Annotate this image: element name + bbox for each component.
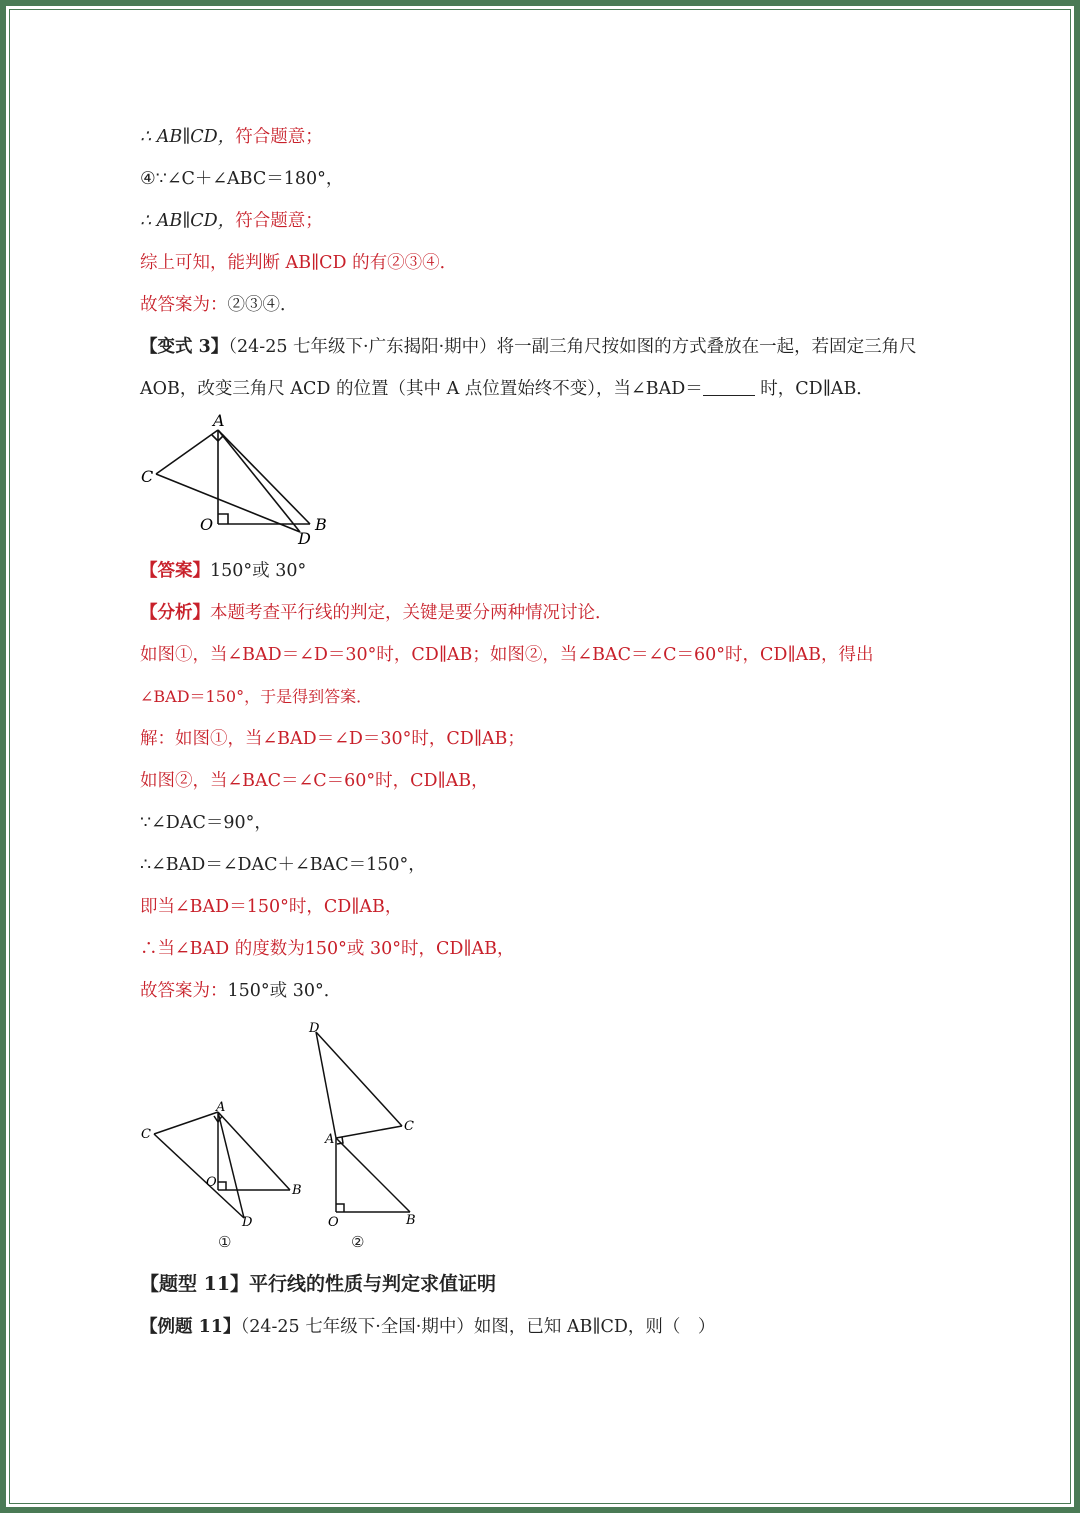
analysis-line-2: 如图①，当∠BAD＝∠D＝30°时，CD∥AB；如图②，当∠BAC＝∠C＝60°时，CD∥AB，得出: [140, 645, 874, 665]
fig2-label-C: C: [404, 1119, 414, 1134]
text: 150°或 30°．: [227, 981, 342, 1001]
answer-line-prev: [140, 293, 298, 317]
analysis-tag: 【分析】: [140, 603, 210, 623]
text: 时，CD∥AB．: [754, 379, 874, 399]
variant-3-line-2: [140, 377, 874, 401]
figure-2-caption: ②: [351, 1233, 365, 1251]
text: ∴ AB∥CD，: [140, 127, 236, 147]
text: 故答案为：: [140, 295, 228, 315]
summary-line: 综上可知，能判断 AB∥CD 的有②③④．: [140, 253, 458, 273]
fig1-label-B: B: [292, 1183, 302, 1198]
variant-3-line-1: [140, 335, 917, 359]
label-D: D: [298, 529, 311, 548]
text: ②③④．: [227, 295, 298, 315]
fig1-label-A: A: [216, 1100, 226, 1115]
text: 本题考查平行线的判定，关键是要分两种情况讨论．: [210, 603, 613, 623]
text: AOB，改变三角尺 ACD 的位置（其中 A 点位置始终不变），当∠BAD＝: [140, 379, 703, 399]
answer-tag: 【答案】: [140, 561, 210, 581]
solution-line-7: [140, 979, 341, 1003]
fig1-label-C: C: [141, 1127, 151, 1142]
analysis-line: [140, 601, 613, 625]
variant-tag: 【变式 3】: [140, 337, 229, 357]
text: 故答案为：: [140, 981, 228, 1001]
solution-line-1: 解：如图①，当∠BAD＝∠D＝30°时，CD∥AB；: [140, 729, 525, 749]
analysis-line-3: ∠BAD＝150°，于是得到答案．: [140, 687, 373, 706]
text: 符合题意；: [235, 127, 323, 147]
solution-line-5: 即当∠BAD＝150°时，CD∥AB，: [140, 897, 403, 917]
text: （24-25 七年级下·广东揭阳·期中）将一副三角尺按如图的方式叠放在一起，若固定三角尺: [228, 337, 917, 357]
fig2-label-A: A: [325, 1132, 335, 1147]
proof-line-3: [140, 209, 323, 233]
fig2-label-B: B: [406, 1213, 416, 1228]
text: 符合题意；: [235, 211, 323, 231]
fig1-label-O: O: [206, 1175, 217, 1190]
solution-line-6: ∴当∠BAD 的度数为150°或 30°时，CD∥AB，: [140, 939, 515, 959]
figure-1-caption: ①: [218, 1233, 232, 1251]
example-11-line: [140, 1315, 715, 1339]
label-O: O: [200, 515, 214, 534]
fig2-label-D: D: [309, 1021, 320, 1036]
fig2-label-O: O: [328, 1215, 339, 1230]
label-C: C: [141, 467, 154, 486]
solution-line-3: ∵∠DAC＝90°，: [140, 813, 272, 833]
fig1-label-D: D: [242, 1215, 253, 1230]
solution-line-4: ∴∠BAD＝∠DAC＋∠BAC＝150°，: [140, 855, 426, 875]
triangle-figure: [138, 408, 338, 548]
example-tag: 【例题 11】: [140, 1317, 241, 1337]
text: ∴ AB∥CD，: [140, 211, 236, 231]
solution-line-2: 如图②，当∠BAC＝∠C＝60°时，CD∥AB，: [140, 771, 489, 791]
answer-blank: [703, 379, 755, 396]
section-heading: 【题型 11】平行线的性质与判定求值证明: [140, 1273, 497, 1295]
proof-line-2: ④∵∠C＋∠ABC＝180°，: [140, 169, 344, 189]
label-A: A: [213, 411, 225, 430]
figure-2: [306, 1020, 426, 1230]
figure-1: [138, 1100, 308, 1230]
answer-value: 150°或 30°: [210, 561, 307, 581]
text: （24-25 七年级下·全国·期中）如图，已知 AB∥CD，则（ ）: [240, 1317, 716, 1337]
label-B: B: [315, 515, 327, 534]
answer-line: [140, 559, 306, 583]
proof-line-1: [140, 125, 323, 149]
